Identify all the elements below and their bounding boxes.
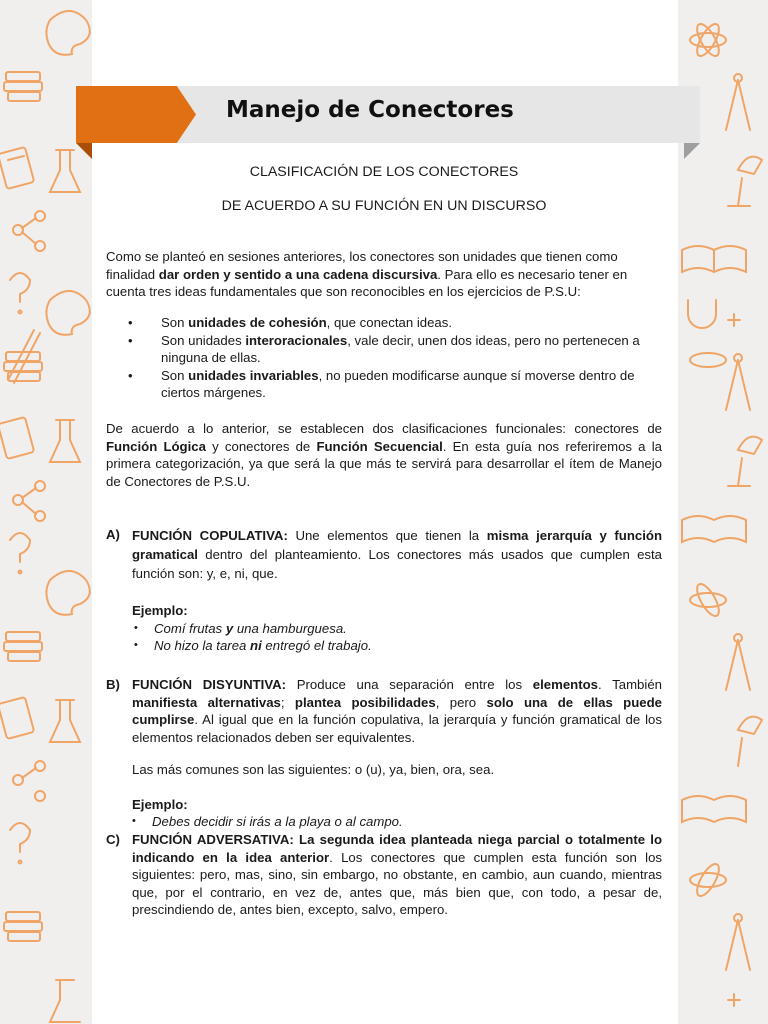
atom-icon [690, 21, 726, 59]
section-heading-line-1: CLASIFICACIÓN DE LOS CONECTORES [249, 164, 519, 180]
section-heading-line-2: DE ACUERDO A SU FUNCIÓN EN UN DISCURSO [221, 198, 547, 214]
plus-minus-icon [728, 994, 740, 1006]
lamp-icon [728, 157, 762, 206]
molecule-icon [13, 211, 45, 251]
bullet-bold: unidades de cohesión [188, 315, 327, 330]
section-adversativa [106, 831, 662, 919]
section-text: , pero [435, 694, 487, 710]
open-book-icon [682, 796, 746, 822]
para-bold: Función Secuencial [316, 438, 443, 454]
calculator-icon [0, 697, 34, 739]
plus-minus-icon [728, 314, 740, 326]
section-body [132, 831, 662, 919]
section-bold: solo una de ellas puede cumplirse [132, 694, 663, 727]
section-text: ; [280, 694, 295, 710]
classification-paragraph [106, 420, 662, 490]
section-bold: plantea posibilidades [294, 694, 436, 710]
bullet-text: Son [161, 315, 189, 330]
para-text: De acuerdo a lo anterior, se establecen dos clasificaciones funcionales: conectores de [106, 421, 662, 436]
example-item [132, 620, 662, 638]
bullet-bold: unidades invariables [188, 367, 319, 383]
section-disyuntiva [106, 676, 662, 831]
section-text: . Al igual que en la función copulativa, la jerarquía y función gramatical de los elementos relacionados deben ser equivalentes. [132, 712, 662, 745]
flask-icon [50, 420, 80, 462]
atom-icon [690, 861, 726, 899]
example-text: entregó el trabajo. [261, 638, 372, 653]
palette-icon [46, 291, 89, 335]
section-text: Produce una separación entre los [286, 677, 533, 692]
compass-icon [726, 74, 750, 130]
example-text: Comí frutas [154, 620, 226, 636]
flask-icon [50, 980, 80, 1022]
section-body [132, 526, 662, 583]
document-page [92, 0, 678, 1024]
intro-bold-1: dar orden y sentido a una cadena discursiva [158, 266, 438, 282]
bullet-bold: interoracionales [245, 332, 348, 348]
intro-text-1: Como se planteó en sesiones anteriores, los conectores son unidades que tienen como finalidad [106, 249, 618, 282]
open-book-icon [682, 516, 746, 542]
books-icon [4, 912, 42, 941]
bullet-icon: • [128, 315, 133, 330]
list-item [106, 332, 662, 367]
bullet-text: , que conectan ideas. [326, 315, 453, 330]
books-icon [4, 72, 42, 101]
section-letter: A) [106, 527, 120, 542]
section-text: . También [598, 677, 662, 692]
section-letter: B) [106, 677, 120, 692]
example-item [132, 637, 662, 655]
magnet-icon [688, 300, 716, 328]
bullet-text: , vale decir, unen dos ideas, pero no pertenecen a ninguna de ellas. [161, 332, 640, 365]
question-mark-icon [10, 273, 30, 314]
calculator-icon [0, 417, 34, 459]
bullet-icon: • [134, 621, 138, 634]
section-text: dentro del planteamiento. Los conectores más usados que cumplen esta función son: y, e, ni, que. [132, 547, 662, 581]
open-book-icon [682, 246, 746, 272]
section-heading: FUNCIÓN DISYUNTIVA: [132, 677, 287, 692]
bullet-icon: • [128, 367, 133, 383]
para-bold: Función Lógica [106, 438, 206, 454]
title-accent-tab [76, 86, 196, 143]
common-connectors-text: Las más comunes son las siguientes: o (u), ya, bien, ora, sea. [132, 762, 495, 777]
palette-icon [46, 571, 89, 615]
para-text: y conectores de [205, 438, 317, 454]
atom-icon [690, 581, 726, 619]
example-bold: ni [250, 638, 262, 653]
page-title: Manejo de Conectores [226, 97, 514, 123]
molecule-icon [13, 481, 45, 521]
example-bold: y [225, 620, 234, 636]
section-heading: FUNCIÓN COPULATIVA: [132, 528, 288, 543]
atom-icon [690, 353, 726, 367]
bullet-text: Son unidades [161, 332, 246, 348]
section-copulativa [106, 526, 662, 655]
palette-icon [46, 11, 89, 55]
section-bold: misma jerarquía y función gramatical [132, 528, 662, 562]
example-text: No hizo la tarea [154, 638, 251, 653]
example-item [132, 813, 662, 831]
bullet-text: Son [161, 367, 189, 383]
para-text: . En esta guía nos referiremos a la primera categorización, ya que será la que más te servirá para desarrollar el ítem de Manejo de Conectores de P.S.U. [106, 438, 662, 489]
section-bold: manifiesta alternativas [132, 694, 281, 710]
example-label: Ejemplo: [132, 603, 188, 618]
bullet-icon: • [132, 815, 136, 827]
flask-icon [50, 700, 80, 742]
calculator-icon [0, 147, 34, 189]
example-label: Ejemplo: [132, 796, 188, 812]
example-block [132, 796, 662, 831]
list-item [106, 314, 662, 332]
section-body [132, 676, 662, 746]
banner-fold-left [76, 143, 92, 159]
example-block [132, 602, 662, 655]
compass-icon [726, 914, 750, 970]
feature-bullet-list [106, 314, 662, 402]
example-text: Debes decidir si irás a la playa o al campo. [152, 814, 403, 829]
question-mark-icon [10, 533, 30, 574]
intro-text-2: . Para ello es necesario tener en cuenta tres ideas fundamentales que son reconocibles en los ejercicios de P.S.U: [106, 266, 628, 299]
lamp-icon [738, 717, 762, 766]
example-text: una hamburguesa. [233, 620, 347, 636]
compass-icon [726, 634, 750, 690]
intro-paragraph [106, 248, 662, 301]
bullet-icon: • [134, 639, 138, 651]
molecule-icon [13, 761, 45, 801]
bullet-text: , no pueden modificarse aunque sí moverse dentro de ciertos márgenes. [161, 367, 635, 400]
banner-fold-right [684, 143, 700, 159]
section-letter: C) [106, 832, 120, 847]
section-text: . Los conectores que cumplen esta función son los siguientes: pero, mas, sino, sin embargo, no obstante, en cambio, aun cuando, mientras que, por el contrario, en vez de, antes que, más bien que, con todo, a pesar de, prescindiendo de, antes bien, excepto, salvo, empero. [132, 849, 662, 917]
pencil-icon [8, 330, 40, 383]
section-bold: elementos [532, 677, 599, 692]
bullet-icon: • [128, 332, 133, 348]
question-mark-icon [10, 823, 30, 864]
section-text: Une elementos que tienen la [287, 528, 487, 543]
books-icon [4, 632, 42, 661]
list-item [106, 367, 662, 402]
section-heading: FUNCIÓN ADVERSATIVA: [132, 832, 294, 847]
lamp-icon [728, 437, 762, 486]
section-bold: La segunda idea planteada niega parcial o totalmente lo indicando en la idea anterior [132, 832, 663, 865]
compass-icon [726, 354, 750, 410]
